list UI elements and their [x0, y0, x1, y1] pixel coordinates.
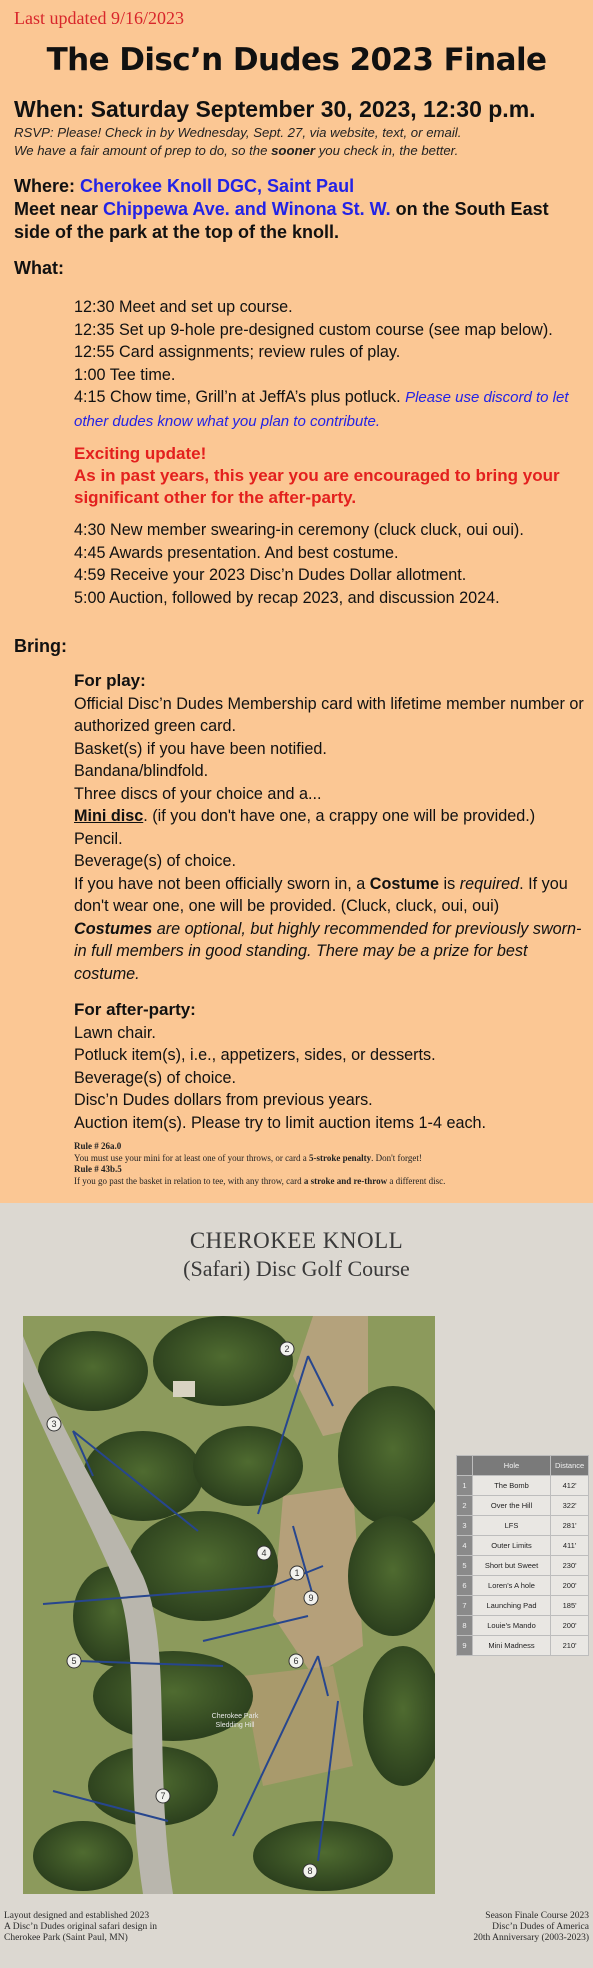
- svg-text:2: 2: [284, 1344, 290, 1354]
- update-body: As in past years, this year you are encouraged to bring your significant other for the after-party.: [74, 466, 560, 507]
- schedule-item: 12:35 Set up 9-hole pre-designed custom course (see map below).: [74, 320, 553, 339]
- rsvp-note: [14, 124, 584, 160]
- footer-right: Season Finale Course 2023 Disc’n Dudes of America 20th Anniversary (2003-2023): [473, 1911, 589, 1943]
- bring-block: [74, 670, 586, 1134]
- schedule-item: 4:59 Receive your 2023 Disc’n Dudes Dollar allotment.: [74, 566, 467, 584]
- poster-title: CHEROKEE KNOLL: [189, 1228, 404, 1253]
- rule-2-text: If you go past the basket in relation to tee, with any throw, card a stroke and re-throw a different disc.: [74, 1175, 446, 1186]
- play-item: Bandana/blindfold.: [74, 762, 209, 780]
- schedule-item-chow: 4:15 Chow time, Grill’n at JeffA’s plus potluck. Please use discord to let other dudes know what you plan to contribute.: [74, 388, 569, 430]
- svg-text:6: 6: [293, 1656, 299, 1666]
- table-row: 6 Loren's A hole 200': [457, 1576, 589, 1596]
- hole-marker-5: [67, 1654, 81, 1668]
- shelter-building: [173, 1381, 195, 1397]
- rsvp-line-1: RSVP: Please! Check in by Wednesday, Sept. 27, via website, text, or email.: [14, 125, 462, 140]
- svg-text:7: 7: [160, 1791, 166, 1801]
- table-row: 1 The Bomb 412': [457, 1476, 589, 1496]
- course-map-poster: [0, 1203, 593, 1968]
- table-row: 2 Over the Hill 322': [457, 1496, 589, 1516]
- costume-required: If you have not been officially sworn in, a Costume is required. If you don't wear one, one will be provided. (Cluck, cluck, oui, oui): [74, 874, 568, 915]
- hole-marker-8: [303, 1864, 317, 1878]
- table-row: 3 LFS 281': [457, 1516, 589, 1536]
- what-heading: What:: [14, 258, 64, 278]
- where-label: Where:: [14, 176, 81, 196]
- play-item-mini: Mini disc. (if you don't have one, a crappy one will be provided.): [74, 807, 536, 825]
- schedule-block: [74, 296, 586, 609]
- meet-intersection: Chippewa Ave. and Winona St. W.: [103, 199, 391, 219]
- after-item: Auction item(s). Please try to limit auction items 1-4 each.: [74, 1113, 487, 1132]
- event-where: Where: Cherokee Knoll DGC, Saint Paul Meet near Chippewa Ave. and Winona St. W. on the South East side of the park at the top of the knoll.: [14, 176, 549, 242]
- schedule-item: 4:30 New member swearing-in ceremony (cluck cluck, oui oui).: [74, 521, 524, 539]
- park-label-2: Sledding Hill: [215, 1722, 255, 1729]
- play-item: Three discs of your choice and a...: [74, 784, 322, 803]
- svg-text:5: 5: [71, 1656, 77, 1666]
- play-item: Basket(s) if you have been notified.: [74, 739, 327, 758]
- rule-1-text: You must use your mini for at least one of your throws, or card a 5-stroke penalty. Don't forget!: [74, 1152, 422, 1163]
- discord-note: Please use discord to let other dudes know what you plan to contribute.: [74, 389, 569, 430]
- play-item: Official Disc’n Dudes Membership card with lifetime member number or authorized green card.: [74, 694, 584, 735]
- hole-marker-3: [47, 1417, 61, 1431]
- schedule-item: 1:00 Tee time.: [74, 365, 176, 384]
- table-header-row: [457, 1456, 589, 1476]
- last-updated: Last updated 9/16/2023: [14, 8, 184, 28]
- table-header-distance: Distance: [551, 1456, 589, 1476]
- schedule-item: 12:55 Card assignments; review rules of play.: [74, 343, 401, 361]
- hole-marker-2: [280, 1342, 294, 1356]
- hole-marker-4: [257, 1546, 271, 1560]
- table-row: 9 Mini Madness 210': [457, 1636, 589, 1656]
- event-title: The Disc’n Dudes 2023 Finale: [46, 42, 547, 78]
- table-row: 4 Outer Limits 411': [457, 1536, 589, 1556]
- schedule-item: 12:30 Meet and set up course.: [74, 298, 293, 316]
- play-heading: For play:: [74, 671, 146, 690]
- svg-text:4: 4: [261, 1548, 267, 1558]
- hole-marker-1: [290, 1566, 304, 1580]
- hole-marker-6: [289, 1654, 303, 1668]
- rsvp-line-2: We have a fair amount of prep to do, so the sooner you check in, the better.: [14, 143, 459, 158]
- event-when: When: Saturday September 30, 2023, 12:30 p.m.: [14, 96, 536, 122]
- svg-text:1: 1: [294, 1568, 300, 1578]
- svg-text:8: 8: [307, 1866, 313, 1876]
- schedule-item: 5:00 Auction, followed by recap 2023, and discussion 2024.: [74, 588, 500, 607]
- where-place: Cherokee Knoll DGC, Saint Paul: [80, 176, 355, 196]
- park-label-1: Cherokee Park: [211, 1713, 259, 1720]
- update-heading: Exciting update!: [74, 444, 207, 463]
- rules-block: [74, 1141, 586, 1187]
- after-item: Potluck item(s), i.e., appetizers, sides, or desserts.: [74, 1046, 436, 1064]
- mini-disc-label: Mini disc: [74, 807, 144, 825]
- footer-left: Layout designed and established 2023 A Disc’n Dudes original safari design in Cherokee Park (Saint Paul, MN): [4, 1911, 158, 1943]
- play-item: Beverage(s) of choice.: [74, 852, 236, 870]
- poster-subtitle: (Safari) Disc Golf Course: [183, 1256, 410, 1281]
- table-row: 8 Louie's Mando 200': [457, 1616, 589, 1636]
- rule-2-heading: Rule # 43b.5: [74, 1164, 122, 1174]
- after-item: Beverage(s) of choice.: [74, 1068, 236, 1087]
- hole-marker-7: [156, 1789, 170, 1803]
- after-item: Disc’n Dudes dollars from previous years.: [74, 1091, 373, 1109]
- schedule-item: 4:45 Awards presentation. And best costume.: [74, 543, 399, 562]
- costume-optional: Costumes are optional, but highly recommended for previously sworn-in full members in good standing. There may be a prize for best costume.: [74, 919, 582, 983]
- svg-text:3: 3: [51, 1419, 57, 1429]
- rule-1-heading: Rule # 26a.0: [74, 1141, 122, 1151]
- after-item: Lawn chair.: [74, 1023, 156, 1042]
- bring-heading: Bring:: [14, 636, 67, 656]
- table-header-num: [457, 1456, 473, 1476]
- table-row: 7 Launching Pad 185': [457, 1596, 589, 1616]
- table-row: 5 Short but Sweet 230': [457, 1556, 589, 1576]
- hole-marker-9: [304, 1591, 318, 1605]
- aerial-course-map: [23, 1316, 435, 1894]
- table-header-hole: Hole: [473, 1456, 551, 1476]
- play-item: Pencil.: [74, 829, 123, 848]
- hole-distance-table: [456, 1455, 589, 1656]
- svg-text:9: 9: [308, 1593, 314, 1603]
- sooner-emphasis: sooner: [271, 143, 316, 158]
- after-party-heading: For after-party:: [74, 1000, 196, 1019]
